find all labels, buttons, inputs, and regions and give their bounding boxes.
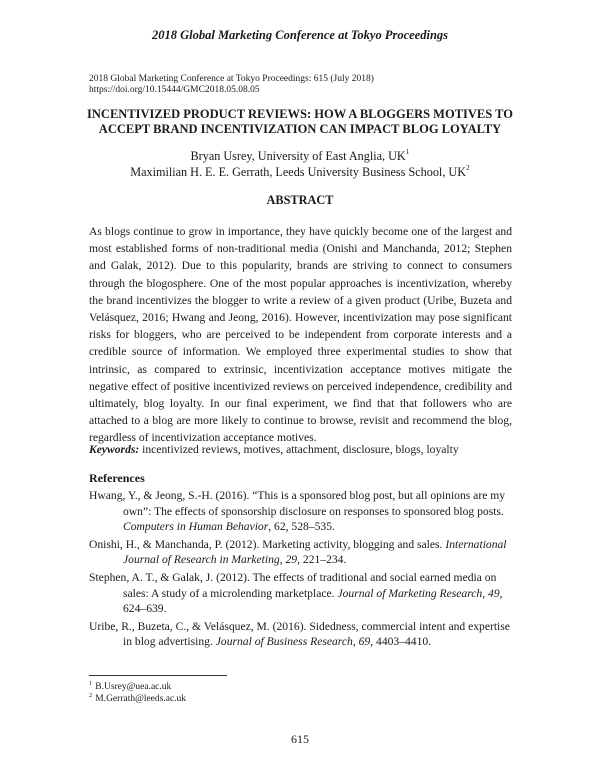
footnote-item: $^2$ M.Gerrath@leeds.ac.uk bbox=[89, 692, 187, 704]
author-name: Maximilian H. E. E. Gerrath, Leeds University Business School, UK bbox=[130, 165, 467, 179]
journal-title: International Journal of Research in Marketing bbox=[123, 537, 507, 567]
footnote-email: B.Usrey@uea.ac.uk bbox=[95, 682, 172, 692]
citation-block bbox=[89, 74, 519, 96]
author-line bbox=[60, 164, 540, 180]
author-list bbox=[60, 148, 540, 180]
page-number: 615 bbox=[291, 732, 309, 746]
doi-line: https://doi.org/10.15444/GMC2018.05.08.05 bbox=[89, 85, 260, 95]
footnote-item: $^1$ B.Usrey@uea.ac.uk bbox=[89, 680, 172, 692]
reference-item: Onishi, H., & Manchanda, P. (2012). Marketing activity, blogging and sales. International Journal of Research in Marketing, 29, 221–234. bbox=[89, 537, 507, 567]
keywords-text: incentivized reviews, motives, attachment, disclosure, blogs, loyalty bbox=[139, 443, 459, 456]
footnote-marker: 1 bbox=[405, 147, 410, 156]
abstract-heading: ABSTRACT bbox=[266, 193, 334, 207]
author-name: Bryan Usrey, University of East Anglia, UK bbox=[190, 149, 406, 163]
keywords-line bbox=[89, 441, 519, 458]
footnote-marker: 2 bbox=[466, 163, 470, 172]
footnote-email: M.Gerrath@leeds.ac.uk bbox=[95, 694, 187, 704]
journal-volume: 69 bbox=[358, 635, 371, 649]
footnotes bbox=[89, 681, 389, 705]
reference-item: Hwang, Y., & Jeong, S.-H. (2016). “This is a sponsored blog post, but all opinions are my own”: The effects of sponsorship disclosure on responses to sponsored blog posts. Computers in Human Behavior, 62, 528–535. bbox=[89, 489, 506, 534]
title-line: INCENTIVIZED PRODUCT REVIEWS: HOW A BLOGGERS MOTIVES TO bbox=[87, 107, 513, 121]
journal-volume: 49 bbox=[488, 586, 500, 600]
citation-line: 2018 Global Marketing Conference at Tokyo Proceedings: 615 (July 2018) bbox=[89, 74, 374, 84]
journal-title: Journal of Marketing Research bbox=[337, 586, 483, 600]
journal-title: Computers in Human Behavior bbox=[123, 520, 269, 534]
running-head: 2018 Global Marketing Conference at Tokyo Proceedings bbox=[151, 28, 449, 42]
reference-item: Uribe, R., Buzeta, C., & Velásquez, M. (2016). Sidedness, commercial intent and expertise in blog advertising. Journal of Business Research, 69, 4403–4410. bbox=[89, 619, 510, 649]
reference-list bbox=[89, 488, 517, 652]
title-line: ACCEPT BRAND INCENTIVIZATION CAN IMPACT BLOG LOYALTY bbox=[98, 122, 502, 136]
reference-item: Stephen, A. T., & Galak, J. (2012). The effects of traditional and social earned media on sales: A study of a microlending marketplace. Journal of Marketing Research, 49, 624–639. bbox=[89, 570, 503, 616]
references-heading: References bbox=[89, 471, 145, 485]
journal-volume: 29 bbox=[285, 553, 298, 567]
footnote-divider bbox=[89, 675, 227, 676]
abstract-body: As blogs continue to grow in importance, they have quickly become one of the largest and most established forms of non-traditional media (Onishi and Manchanda, 2012; Stephen and Galak, 2012). Due to this popularity, brands are striving to connect to consumers through the blogosphere. One of the most popular approaches is incentivization, whereby the brand incentivizes the blogger to write a review of a given product (Uribe, Buzeta and Velásquez, 2016; Hwang and Jeong, 2016). However, incentivization may pose significant risks for bloggers, who are perceived to be independent from corporate interests and a credible source of information. We employed three experimental studies to show that intrinsic, as compared to extrinsic, incentivization acceptance motives mitigate the negative effect of positive incentivized reviews on perceived independence, credibility and ultimately, blog loyalty. In our final experiment, we find that that followers who are attached to a blog are more likely to continue to browse, revisit and recommend the blog, regardless of incentivization acceptance motives. bbox=[89, 225, 512, 445]
paper-title bbox=[60, 107, 540, 137]
author-line bbox=[60, 148, 540, 164]
journal-title: Journal of Business Research bbox=[215, 635, 353, 649]
keywords-label: Keywords: bbox=[89, 443, 140, 456]
